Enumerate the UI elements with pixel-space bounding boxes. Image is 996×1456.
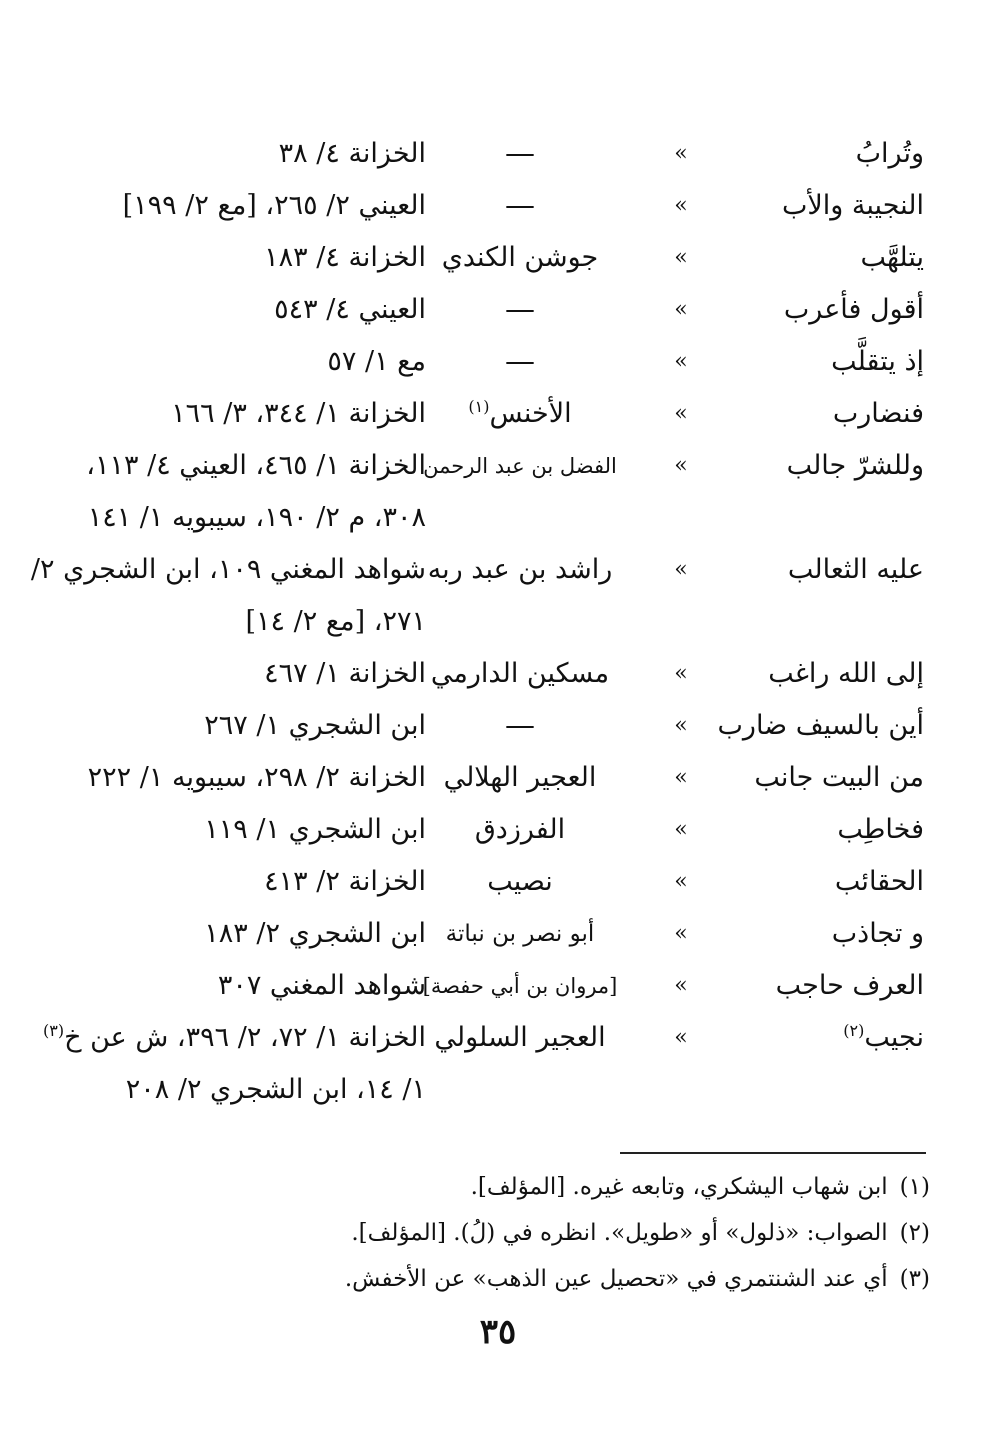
footnote-text: الصواب: «ذلول» أو «طويل». انظره في (لُ). [المؤلف]. [351, 1220, 888, 1246]
index-row [0, 222, 996, 274]
source-references: الخزانة ٤/ ٣٨ [278, 138, 426, 169]
footnote-text: أي عند الشنتمري في «تحصيل عين الذهب» عن الأخفش. [344, 1266, 888, 1292]
rhyme-word-text: نجيب [864, 1022, 924, 1053]
ditto-mark: » [674, 557, 688, 582]
ditto-mark: » [674, 921, 688, 946]
footnote-marker: (٢) [843, 1021, 865, 1040]
poet-name: العجير الهلالي [443, 762, 597, 793]
ditto-mark: » [674, 973, 688, 998]
rhyme-word [704, 1012, 924, 1064]
source-references: الخزانة ٤/ ١٨٣ [264, 242, 426, 273]
rhyme-word: أين بالسيف ضارب [717, 710, 924, 741]
rhyme-word: إلى الله راغب [768, 658, 924, 689]
rhyme-word: العرف حاجب [775, 970, 924, 1001]
verse-index-table [0, 118, 996, 1106]
poet-name: — [505, 188, 535, 223]
poet-name: راشد بن عبد ربه [427, 554, 613, 585]
ditto-mark: » [674, 1025, 688, 1050]
footnote [70, 1164, 930, 1210]
ditto-mark: » [674, 453, 688, 478]
poet-name: [مروان بن أبي حفصة] [422, 974, 618, 998]
rhyme-word: إذ يتقلَّب [831, 346, 924, 377]
rhyme-word: فنضارب [832, 398, 924, 429]
ditto-mark: » [674, 765, 688, 790]
source-references: مع ١/ ٥٧ [327, 346, 426, 377]
index-row [0, 638, 996, 690]
footnote-number: (١) [899, 1174, 930, 1200]
source-references [26, 1012, 426, 1116]
ditto-mark: » [674, 661, 688, 686]
source-references-text: الخزانة ١/ ٧٢، ٢/ ٣٩٦، ش عن خ [64, 1022, 426, 1053]
index-row [0, 846, 996, 898]
source-references: الخزانة ١/ ٤٦٥، العيني ٤/ ١١٣، ٣٠٨، م ٢/ ١٩٠، سيبويه ١/ ١٤١ [86, 450, 426, 533]
rhyme-word: من البيت جانب [754, 762, 924, 793]
rhyme-word: وللشرّ جالب [786, 450, 924, 481]
poet-name: — [505, 708, 535, 743]
poet-name: نصيب [487, 866, 553, 897]
ditto-mark: » [674, 193, 688, 218]
index-row [0, 950, 996, 1002]
source-references: ابن الشجري ١/ ٢٦٧ [204, 710, 426, 741]
index-row [0, 534, 996, 638]
poet-name: الفضل بن عبد الرحمن [423, 454, 617, 478]
rhyme-word: وتُرابُ [855, 138, 924, 169]
poet-name: جوشن الكندي [441, 242, 599, 273]
footnotes [70, 1164, 930, 1302]
footnote-marker: (٣) [43, 1021, 65, 1040]
source-references: العيني ٤/ ٥٤٣ [274, 294, 426, 325]
rhyme-word: فخاطِب [837, 814, 924, 845]
poet-name: الفرزدق [474, 814, 566, 845]
rhyme-word: عليه الثعالب [787, 554, 924, 585]
poet-name: — [505, 292, 535, 327]
footnote-text: ابن شهاب اليشكري، وتابعه غيره. [المؤلف]. [470, 1174, 888, 1200]
index-row [0, 430, 996, 534]
index-row [0, 326, 996, 378]
poet-name-text: الأخنس [489, 398, 572, 429]
index-row [0, 378, 996, 430]
footnote-number: (٣) [899, 1266, 930, 1292]
footnote [70, 1210, 930, 1256]
footnote-separator [620, 1152, 926, 1154]
rhyme-word: يتلهَّب [860, 242, 924, 273]
rhyme-word: الحقائب [834, 866, 924, 897]
source-references: الخزانة ٢/ ٢٩٨، سيبويه ١/ ٢٢٢ [87, 762, 426, 793]
source-references: شواهد المغني ٣٠٧ [217, 970, 426, 1001]
source-references: العيني ٢/ ٢٦٥، [مع ٢/ ١٩٩] [122, 190, 426, 221]
poet-name: — [505, 344, 535, 379]
source-references: ابن الشجري ٢/ ١٨٣ [204, 918, 426, 949]
index-row [0, 274, 996, 326]
ditto-mark: » [674, 869, 688, 894]
index-row [0, 1002, 996, 1106]
rhyme-word: النجيبة والأب [781, 190, 924, 221]
ditto-mark: » [674, 297, 688, 322]
ditto-mark: » [674, 713, 688, 738]
source-references: شواهد المغني ١٠٩، ابن الشجري ٢/ ٢٧١، [مع ٢/ ١٤] [30, 554, 426, 637]
source-references-tail: ١/ ١٤، ابن الشجري ٢/ ٢٠٨ [125, 1074, 426, 1105]
rhyme-word: و تجاذب [831, 918, 924, 949]
ditto-mark: » [674, 349, 688, 374]
poet-name: — [505, 136, 535, 171]
ditto-mark: » [674, 245, 688, 270]
ditto-mark: » [674, 141, 688, 166]
index-row [0, 742, 996, 794]
source-references: ابن الشجري ١/ ١١٩ [204, 814, 426, 845]
index-row [0, 170, 996, 222]
source-references: الخزانة ٢/ ٤١٣ [264, 866, 426, 897]
index-row [0, 690, 996, 742]
footnote-marker: (١) [468, 397, 490, 416]
index-row [0, 118, 996, 170]
poet-name: العجير السلولي [434, 1022, 606, 1053]
source-references: الخزانة ١/ ٤٦٧ [264, 658, 426, 689]
index-row [0, 794, 996, 846]
ditto-mark: » [674, 817, 688, 842]
footnote [70, 1256, 930, 1302]
poet-name: مسكين الدارمي [430, 658, 610, 689]
page-number: ٣٥ [479, 1312, 517, 1352]
ditto-mark: » [674, 401, 688, 426]
rhyme-word: أقول فأعرب [783, 294, 924, 325]
source-references: الخزانة ١/ ٣٤٤، ٣/ ١٦٦ [171, 398, 426, 429]
index-row [0, 898, 996, 950]
poet-name: أبو نصر بن نباتة [445, 921, 595, 947]
footnote-number: (٢) [899, 1220, 930, 1246]
